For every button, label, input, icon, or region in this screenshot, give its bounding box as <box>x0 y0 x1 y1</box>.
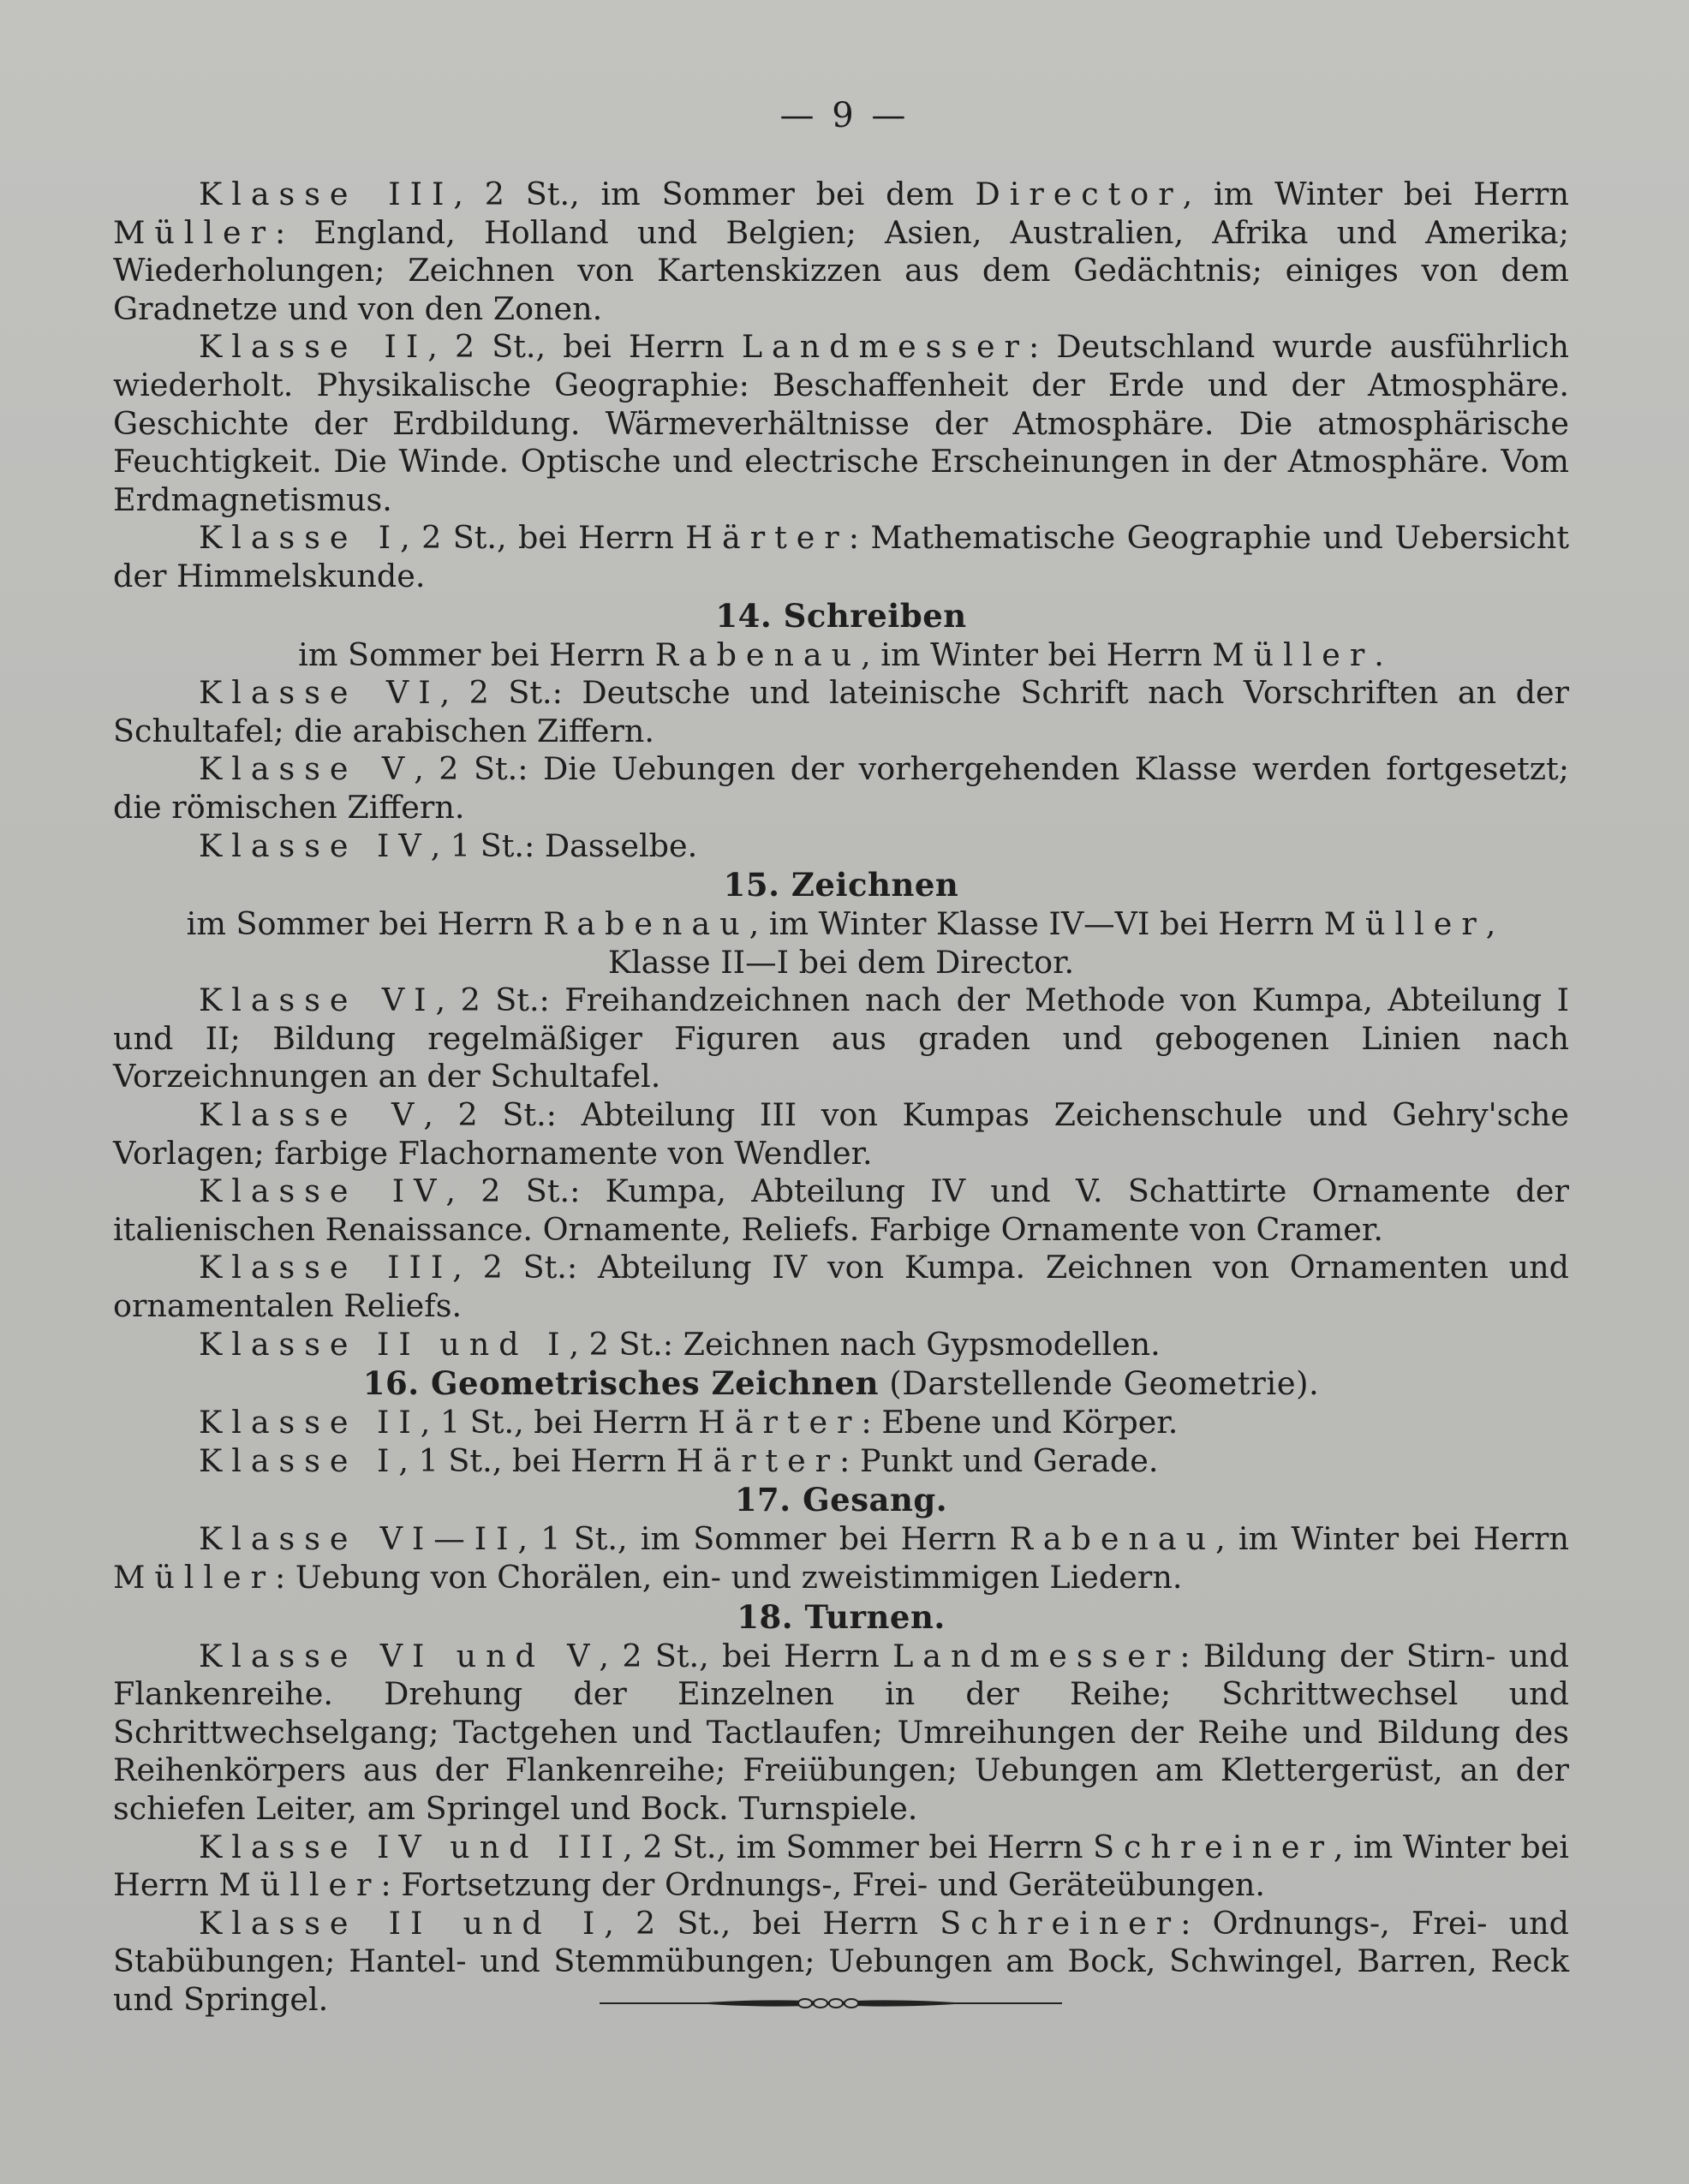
section-subtitle: im Sommer bei Herrn Rabenau, im Winter Klasse IV—VI bei Herrn Müller, <box>186 905 1496 943</box>
class-label: Klasse VI <box>199 674 440 712</box>
class-label: Klasse II und I <box>199 1325 570 1363</box>
class-label: Klasse II <box>199 1404 421 1441</box>
teacher-name: Rabenau <box>1009 1520 1216 1558</box>
teacher-name: Rabenau <box>654 636 862 673</box>
section-subtitle: im Sommer bei Herrn Rabenau, im Winter bei Herrn Müller. <box>298 636 1384 673</box>
teacher-name: Director <box>975 176 1183 212</box>
class-label: Klasse VI und V <box>199 1637 600 1674</box>
teacher-name: Müller <box>113 213 275 251</box>
teacher-name: Schreiner <box>940 1904 1181 1942</box>
class-label: Klasse II und I <box>199 1904 605 1942</box>
teacher-name: Müller <box>1212 636 1375 673</box>
teacher-name: Müller <box>1323 905 1486 943</box>
teacher-name: Härter <box>676 1441 840 1479</box>
teacher-name: Härter <box>685 519 849 557</box>
teacher-name: Müller <box>113 1559 275 1596</box>
paragraph-zeichnen-klasse-2-1: Klasse II und I, 2 St.: Zeichnen nach Gypsmodellen. <box>199 1325 1161 1363</box>
class-label: Klasse I <box>199 1441 399 1479</box>
paragraph-turnen-klasse-4-3: Klasse IV und III, 2 St., im Sommer bei Herrn Schreiner, im Winter bei Herrn Müller: Fortsetzung der Ordnungs-, Frei- und Geräteübungen. <box>113 1828 1569 1904</box>
document-body <box>113 176 1569 2020</box>
class-label: Klasse III <box>199 1249 453 1286</box>
section-heading-schreiben: 14. Schreiben <box>715 596 967 635</box>
paragraph-geo-klasse-2: Klasse II, 2 St., bei Herrn Landmesser: Deutschland wurde ausführlich wiederholt. Physikalische Geographie: Beschaffenheit der Erde und der Atmosphäre. Geschichte der Erdbildung. Wärmeverhältnisse der Atmosphäre. Die atmosphärische Feuchtigkeit. Die Winde. Optische und electrische Erscheinungen in der Atmosphäre. Vom Erdmagnetismus. <box>113 328 1569 518</box>
teacher-name: Härter <box>697 1404 862 1441</box>
class-label: Klasse IV und III <box>199 1828 624 1865</box>
section-heading-turnen: 18. Turnen. <box>737 1597 946 1636</box>
teacher-name: Müller <box>218 1866 381 1904</box>
class-label: Klasse IV <box>199 826 431 864</box>
class-label: Klasse III <box>199 176 454 212</box>
paragraph-schreiben-klasse-6: Klasse VI, 2 St.: Deutsche und lateinische Schrift nach Vorschriften an der Schultafel; die arabischen Ziffern. <box>113 674 1569 749</box>
class-label: Klasse V <box>199 1096 424 1134</box>
paragraph-zeichnen-klasse-6: Klasse VI, 2 St.: Freihandzeichnen nach der Methode von Kumpa, Abteilung I und II; Bildung regelmäßiger Figuren aus graden und gebogenen Linien nach Vorzeichnungen an der Schultafel. <box>113 982 1569 1095</box>
section-heading-geometrisches-zeichnen: 16. Geometrisches Zeichnen (Darstellende Geometrie). <box>362 1364 1320 1403</box>
paragraph-gesang: Klasse VI—II, 1 St., im Sommer bei Herrn Rabenau, im Winter bei Herrn Müller: Uebung von Chorälen, ein- und zweistimmigen Liedern. <box>113 1520 1569 1596</box>
paragraph-geo-klasse-3: Klasse III, 2 St., im Sommer bei dem Director, im Winter bei Herrn Müller: England, Holland und Belgien; Asien, Australien, Afrika und Amerika; Wiederholungen; Zeichnen von Kartenskizzen aus dem Gedächtnis; einiges von dem Gradnetze und von den Zonen. <box>113 176 1570 327</box>
paragraph-geo-klasse-1: Klasse I, 2 St., bei Herrn Härter: Mathematische Geographie und Uebersicht der Himmelskunde. <box>113 519 1570 594</box>
paragraph-geometrie-klasse-1: Klasse I, 1 St., bei Herrn Härter: Punkt und Gerade. <box>199 1441 1159 1479</box>
teacher-name: Landmesser <box>892 1637 1180 1674</box>
paragraph-schreiben-klasse-5: Klasse V, 2 St.: Die Uebungen der vorhergehenden Klasse werden fortgesetzt; die römischen Ziffern. <box>113 750 1569 826</box>
ornamental-rule-icon <box>600 1993 1062 2014</box>
paragraph-turnen-klasse-6-5: Klasse VI und V, 2 St., bei Herrn Landmesser: Bildung der Stirn- und Flankenreihe. Drehung der Einzelnen in der Reihe; Schrittwechsel und Schrittwechselgang; Tactgehen und Tactlaufen; Umreihungen der Reihe und Bildung des Reihenkörpers aus der Flankenreihe; Freiübungen; Uebungen am Klettergerüst, an der schiefen Leiter, am Springel und Bock. Turnspiele. <box>113 1637 1570 1827</box>
teacher-name: Schreiner <box>1093 1828 1334 1865</box>
class-label: Klasse V <box>199 750 415 788</box>
teacher-name: Rabenau <box>543 905 749 943</box>
section-heading-gesang: 17. Gesang. <box>734 1481 948 1519</box>
section-subtitle-line2: Klasse II—I bei dem Director. <box>607 943 1075 981</box>
class-label: Klasse IV <box>199 1173 446 1210</box>
class-label: Klasse VI—II <box>199 1520 518 1558</box>
class-label: Klasse I <box>199 519 401 557</box>
paragraph-geometrie-klasse-2: Klasse II, 1 St., bei Herrn Härter: Ebene und Körper. <box>199 1404 1179 1441</box>
page-number: — 9 — <box>779 96 910 135</box>
paragraph-zeichnen-klasse-3: Klasse III, 2 St.: Abteilung IV von Kumpa. Zeichnen von Ornamenten und ornamentalen Reliefs. <box>113 1249 1569 1325</box>
paragraph-zeichnen-klasse-4: Klasse IV, 2 St.: Kumpa, Abteilung IV und V. Schattirte Ornamente der italienischen Renaissance. Ornamente, Reliefs. Farbige Ornamente von Cramer. <box>113 1173 1569 1248</box>
paragraph-turnen-klasse-2-1: Klasse II und I, 2 St., bei Herrn Schreiner: Ordnungs-, Frei- und Stabübungen; Hantel- und Stemmübungen; Uebungen am Bock, Schwingel, Barren, Reck und Springel. <box>113 1904 1569 2018</box>
paragraph-schreiben-klasse-4: Klasse IV, 1 St.: Dasselbe. <box>199 826 698 864</box>
section-heading-zeichnen: 15. Zeichnen <box>723 866 959 904</box>
class-label: Klasse II <box>199 328 428 366</box>
teacher-name: Landmesser <box>741 328 1029 366</box>
paragraph-zeichnen-klasse-5: Klasse V, 2 St.: Abteilung III von Kumpas Zeichenschule und Gehry'sche Vorlagen; farbige Flachornamente von Wendler. <box>113 1096 1569 1172</box>
class-label: Klasse VI <box>199 982 436 1019</box>
